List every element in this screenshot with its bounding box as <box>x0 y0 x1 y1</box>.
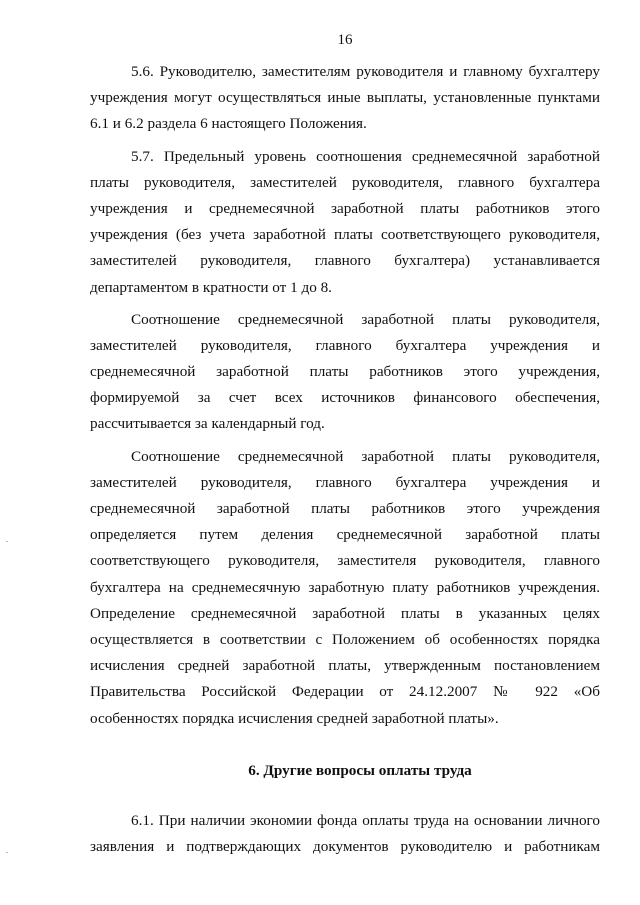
text-line: заместителей руководителя, главного бухгалтера учреждения и <box>90 473 600 491</box>
text-line: учреждения и среднемесячной заработной платы работников этого <box>90 199 600 217</box>
section-5-paragraphs <box>90 59 600 732</box>
text-line: заявления и подтверждающих документов руководителю и работникам <box>90 837 600 855</box>
text-line: среднемесячной заработной платы работников этого учреждения, <box>90 363 600 381</box>
text-line: 6.1 и 6.2 раздела 6 настоящего Положения. <box>90 115 367 133</box>
section-6-paragraphs <box>90 808 600 860</box>
text-line: определяется путем деления среднемесячной заработной платы <box>90 526 600 544</box>
text-line: среднемесячной заработной платы работников этого учреждения <box>90 500 600 517</box>
text-line: учреждения (без учета заработной платы соответствующего руководителя, <box>90 226 600 244</box>
document-body <box>90 59 600 860</box>
text-line: 6.1. При наличии экономии фонда оплаты труда на основании личного <box>131 811 600 829</box>
text-line: Соотношение среднемесячной заработной платы руководителя, <box>131 447 600 465</box>
scan-artifact <box>6 541 8 542</box>
text-line: Соотношение среднемесячной заработной платы руководителя, <box>131 310 600 328</box>
text-line: Правительства Российской Федерации от 24.12.2007 № 922 «Об <box>90 683 600 701</box>
text-line: 5.6. Руководителю, заместителям руководителя и главному бухгалтеру <box>131 63 600 80</box>
text-line: департаментом в кратности от 1 до 8. <box>90 278 332 296</box>
text-line: бухгалтера на среднемесячную заработную плату работников учреждения. <box>90 578 600 596</box>
paragraph <box>90 808 600 860</box>
text-line: заместителей руководителя, главного бухгалтера) устанавливается <box>90 252 600 270</box>
paragraph <box>90 444 600 732</box>
text-line: 5.7. Предельный уровень соотношения среднемесячной заработной <box>131 147 600 165</box>
text-line: особенностях порядка исчисления средней заработной платы». <box>90 709 499 727</box>
paragraph <box>90 59 600 138</box>
scan-artifact <box>6 852 8 853</box>
text-line: соответствующего руководителя, заместителя руководителя, главного <box>90 552 600 570</box>
text-line: рассчитывается за календарный год. <box>90 415 325 433</box>
text-line: заместителей руководителя, главного бухгалтера учреждения и <box>90 336 600 354</box>
text-line: платы руководителя, заместителей руководителя, главного бухгалтера <box>90 173 600 191</box>
text-line: осуществляется в соответствии с Положением об особенностях порядка <box>90 630 600 648</box>
text-line: формируемой за счет всех источников финансового обеспечения, <box>90 389 600 407</box>
section-heading: 6. Другие вопросы оплаты труда <box>248 761 472 779</box>
page-number: 16 <box>337 32 353 48</box>
text-line: исчисления средней заработной платы, утвержденным постановлением <box>90 657 600 675</box>
text-line: Определение среднемесячной заработной платы в указанных целях <box>90 604 600 622</box>
text-line: учреждения могут осуществляться иные выплаты, установленные пунктами <box>90 89 600 107</box>
paragraph <box>90 144 600 301</box>
paragraph <box>90 307 600 438</box>
